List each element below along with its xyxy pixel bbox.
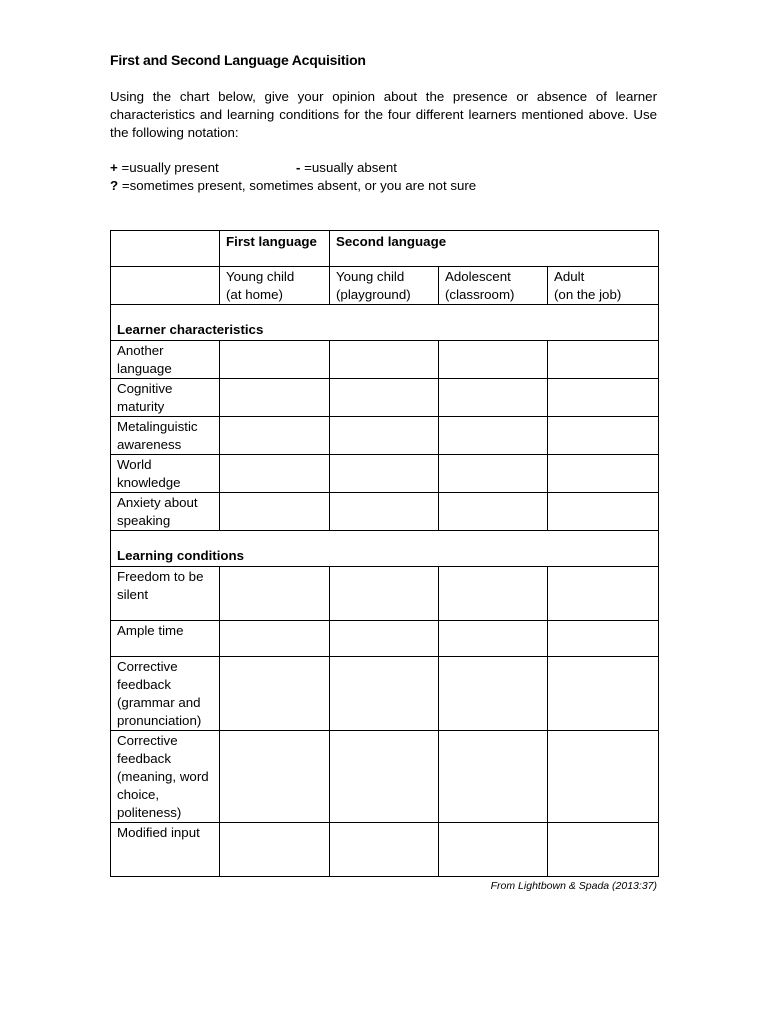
page-title: First and Second Language Acquisition xyxy=(110,52,366,68)
answer-cell[interactable] xyxy=(548,341,659,379)
answer-cell[interactable] xyxy=(548,567,659,621)
learner-row xyxy=(111,267,659,305)
row-label: Ample time xyxy=(111,621,220,657)
answer-cell[interactable] xyxy=(548,493,659,531)
first-language-header: First language xyxy=(220,231,330,267)
answer-cell[interactable] xyxy=(220,567,330,621)
answer-cell[interactable] xyxy=(439,493,548,531)
answer-cell[interactable] xyxy=(548,621,659,657)
answer-cell[interactable] xyxy=(220,731,330,823)
answer-cell[interactable] xyxy=(330,823,439,877)
question-symbol: ? xyxy=(110,178,119,193)
notation-unsure xyxy=(110,177,476,195)
learner-young-child-home: Young child (at home) xyxy=(220,267,330,305)
learning-conditions-heading: Learning conditions xyxy=(111,531,659,567)
plus-symbol: + xyxy=(110,160,118,175)
answer-cell[interactable] xyxy=(330,731,439,823)
notation-present-absent xyxy=(110,159,219,177)
table-row xyxy=(111,621,659,657)
answer-cell[interactable] xyxy=(220,657,330,731)
learner-characteristics-heading: Learner characteristics xyxy=(111,305,659,341)
answer-cell[interactable] xyxy=(439,567,548,621)
answer-cell[interactable] xyxy=(439,621,548,657)
instructions-paragraph: Using the chart below, give your opinion about the presence or absence of learner characteristics and learning conditions for the four different learners mentioned above. Use the following notation: xyxy=(110,89,657,140)
answer-cell[interactable] xyxy=(548,417,659,455)
answer-cell[interactable] xyxy=(220,341,330,379)
answer-cell[interactable] xyxy=(439,379,548,417)
answer-cell[interactable] xyxy=(330,455,439,493)
row-label: Anxiety about speaking xyxy=(111,493,220,531)
answer-cell[interactable] xyxy=(330,621,439,657)
answer-cell[interactable] xyxy=(330,417,439,455)
section-row xyxy=(111,531,659,567)
minus-symbol: - xyxy=(296,160,301,175)
table-row xyxy=(111,493,659,531)
answer-cell[interactable] xyxy=(548,379,659,417)
row-label: Another language xyxy=(111,341,220,379)
acquisition-chart xyxy=(110,230,659,877)
learner-young-child-playground: Young child (playground) xyxy=(330,267,439,305)
answer-cell[interactable] xyxy=(220,417,330,455)
table-row xyxy=(111,455,659,493)
answer-cell[interactable] xyxy=(220,621,330,657)
table-row xyxy=(111,567,659,621)
table-row xyxy=(111,341,659,379)
table-row xyxy=(111,657,659,731)
answer-cell[interactable] xyxy=(220,379,330,417)
table-row xyxy=(111,379,659,417)
section-row xyxy=(111,305,659,341)
answer-cell[interactable] xyxy=(220,493,330,531)
table-row xyxy=(111,417,659,455)
source-citation: From Lightbown & Spada (2013:37) xyxy=(490,880,657,892)
answer-cell[interactable] xyxy=(548,731,659,823)
empty-learner-cell xyxy=(111,267,220,305)
answer-cell[interactable] xyxy=(220,455,330,493)
row-label: Freedom to be silent xyxy=(111,567,220,621)
answer-cell[interactable] xyxy=(439,823,548,877)
answer-cell[interactable] xyxy=(330,341,439,379)
answer-cell[interactable] xyxy=(439,455,548,493)
plus-definition: =usually present xyxy=(117,160,219,175)
notation-absent xyxy=(296,159,397,177)
question-definition: =sometimes present, sometimes absent, or you are not sure xyxy=(118,178,477,193)
answer-cell[interactable] xyxy=(548,455,659,493)
header-row xyxy=(111,231,659,267)
answer-cell[interactable] xyxy=(220,823,330,877)
answer-cell[interactable] xyxy=(439,731,548,823)
answer-cell[interactable] xyxy=(439,657,548,731)
answer-cell[interactable] xyxy=(439,417,548,455)
row-label: Metalinguistic awareness xyxy=(111,417,220,455)
learner-adult-job: Adult (on the job) xyxy=(548,267,659,305)
minus-definition: =usually absent xyxy=(300,160,397,175)
second-language-header: Second language xyxy=(330,231,659,267)
row-label: Modified input xyxy=(111,823,220,877)
answer-cell[interactable] xyxy=(330,567,439,621)
row-label: Cognitive maturity xyxy=(111,379,220,417)
answer-cell[interactable] xyxy=(330,493,439,531)
row-label: World knowledge xyxy=(111,455,220,493)
row-label: Corrective feedback (meaning, word choice, politeness) xyxy=(111,731,220,823)
row-label: Corrective feedback (grammar and pronunciation) xyxy=(111,657,220,731)
answer-cell[interactable] xyxy=(548,823,659,877)
table-row xyxy=(111,731,659,823)
answer-cell[interactable] xyxy=(330,379,439,417)
learner-adolescent-classroom: Adolescent (classroom) xyxy=(439,267,548,305)
empty-header-cell xyxy=(111,231,220,267)
answer-cell[interactable] xyxy=(548,657,659,731)
answer-cell[interactable] xyxy=(330,657,439,731)
answer-cell[interactable] xyxy=(439,341,548,379)
table-row xyxy=(111,823,659,877)
